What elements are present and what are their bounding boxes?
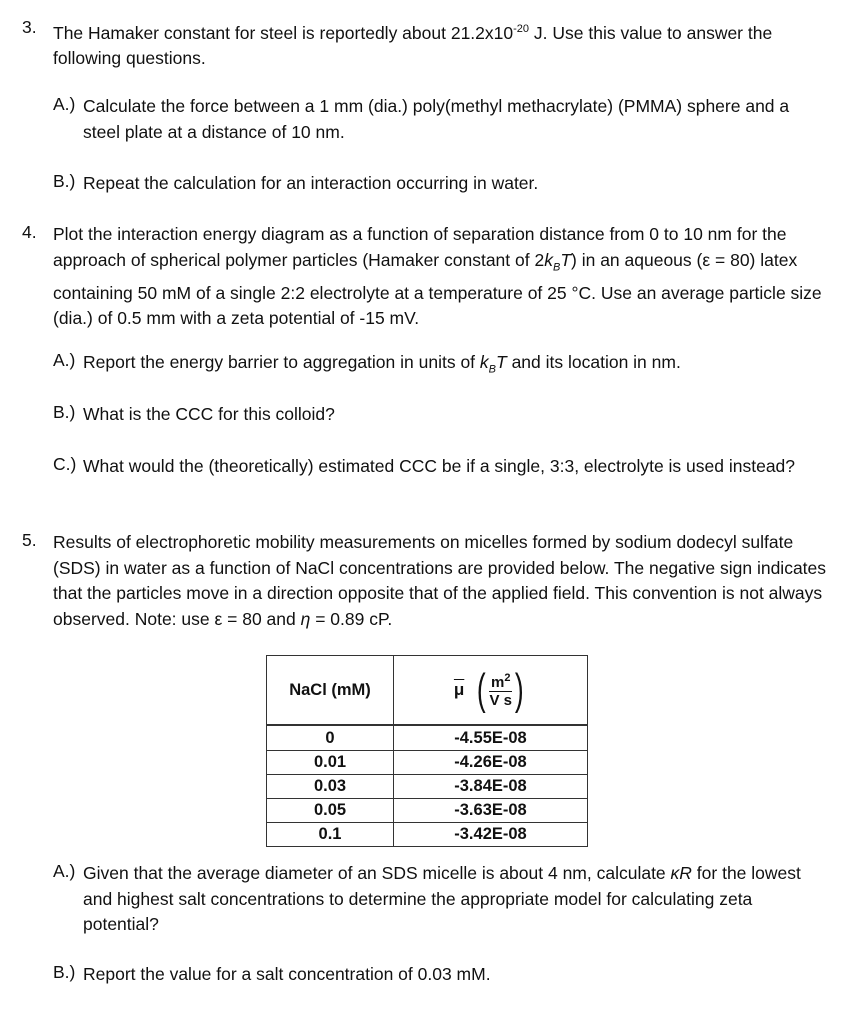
question-5-part-b [53,962,813,988]
mobility-value: -4.55E-08 [394,725,588,751]
part-label: A.) [53,861,76,881]
part-label: B.) [53,402,76,422]
table-row [267,725,588,751]
part-text: Given that the average diameter of an SDS micelle is about 4 nm, calculate κR for the lowest and highest salt concentrations to determine the appropriate model for calculating zeta potential? [83,863,801,934]
nacl-value: 0.1 [267,823,394,847]
nacl-value: 0.01 [267,751,394,775]
question-4-part-a [53,350,813,383]
question-text: Plot the interaction energy diagram as a function of separation distance from 0 to 10 nm for the approach of spherical polymer particles (Hamaker constant of $2k_BT$) in an aqueous (ε = 80) latex containing 50 mM of a single 2:2 electrolyte at a temperature of 25 °C. Use an average particle size (dia.) of 0.5 mm with a zeta potential of -15 mV. [53,224,822,328]
mobility-header: $\overline{\mu}$ ( $m^2$ V s ) [394,656,588,726]
table-row [267,751,588,775]
question-3-part-b [53,171,813,197]
question-5 [22,530,832,632]
question-4 [22,222,832,332]
question-number: 5. [22,530,37,550]
nacl-header: NaCl (mM) [267,656,394,726]
mobility-symbol: $\overline{\mu}$ [453,680,465,699]
part-text: What would the (theoretically) estimated CCC be if a single, 3:3, electrolyte is used instead? [83,456,796,476]
mobility-value: -4.26E-08 [394,751,588,775]
nacl-value: 0 [267,725,394,751]
part-text: Calculate the force between a 1 mm (dia.) poly(methyl methacrylate) (PMMA) sphere and a steel plate at a distance of 10 nm. [83,96,790,142]
question-4-part-c [53,454,813,480]
part-text: Repeat the calculation for an interaction occurring in water. [83,173,539,193]
question-5-part-a [53,861,813,938]
part-label: A.) [53,350,76,370]
part-text: Report the value for a salt concentration of 0.03 mM. [83,964,491,984]
mobility-table [266,655,588,847]
part-text: Report the energy barrier to aggregation in units of $k_BT$ and its location in nm. [83,352,681,376]
table-row [267,823,588,847]
mobility-value: -3.63E-08 [394,799,588,823]
table-header-row [267,656,588,726]
mobility-value: -3.84E-08 [394,775,588,799]
question-number: 4. [22,222,37,242]
part-label: C.) [53,454,77,474]
part-label: B.) [53,171,76,191]
question-3-part-a [53,94,813,145]
mobility-value: -3.42E-08 [394,823,588,847]
table-row [267,775,588,799]
question-text: Results of electrophoretic mobility measurements on micelles formed by sodium dodecyl sulfate (SDS) in water as a function of NaCl concentrations are provided below. The negative sign indicates that the particles move in a direction opposite that of the applied field. This convention is not always observed. Note: use ε = 80 and η = 0.89 cP. [53,532,827,629]
question-number: 3. [22,17,37,37]
part-label: B.) [53,962,76,982]
nacl-value: 0.05 [267,799,394,823]
question-4-part-b [53,402,813,428]
part-text: What is the CCC for this colloid? [83,404,335,424]
part-label: A.) [53,94,76,114]
nacl-value: 0.03 [267,775,394,799]
question-3 [22,17,832,72]
question-text: The Hamaker constant for steel is reportedly about $21.2x10^{-20}$ J. Use this value to answer the following questions. [53,22,773,69]
table-row [267,799,588,823]
